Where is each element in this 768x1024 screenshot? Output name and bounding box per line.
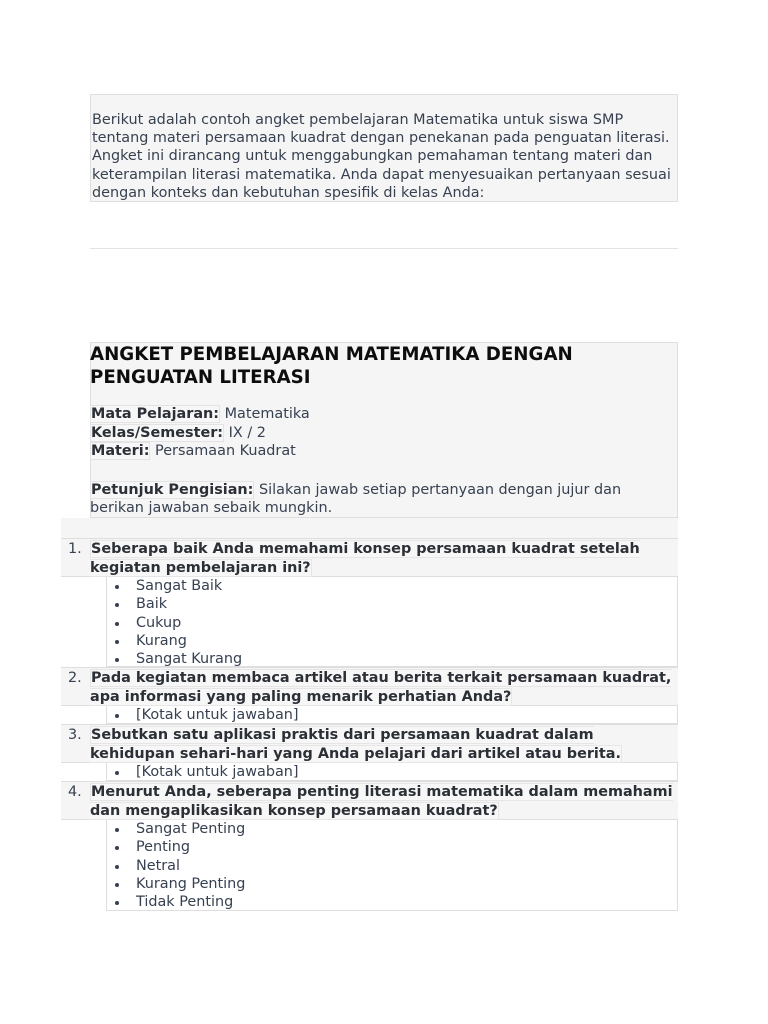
option-item: Baik [107, 595, 677, 613]
option-item: Sangat Penting [107, 820, 677, 838]
option-item: Sangat Baik [107, 577, 677, 595]
answer-box-placeholder: [Kotak untuk jawaban] [107, 706, 677, 724]
question-4-options [106, 820, 678, 911]
question-text: Sebutkan satu aplikasi praktis dari persamaan kuadrat dalam kehidupan sehari-hari yang Anda pelajari dari artikel atau berita. [90, 727, 621, 762]
question-2-options [106, 706, 678, 724]
answer-box-placeholder: [Kotak untuk jawaban] [107, 763, 677, 781]
option-item: Netral [107, 857, 677, 875]
question-number: 4. [68, 784, 82, 800]
question-text: Menurut Anda, seberapa penting literasi matematika dalam memahami dan mengaplikasikan konsep persamaan kuadrat? [90, 784, 673, 819]
option-item: Penting [107, 838, 677, 856]
option-item: Kurang [107, 632, 677, 650]
option-item: Kurang Penting [107, 875, 677, 893]
list-top-band [61, 518, 678, 538]
horizontal-divider [90, 248, 678, 249]
question-3-options [106, 763, 678, 781]
question-1 [61, 538, 678, 577]
instructions [90, 481, 676, 518]
question-number: 1. [68, 541, 82, 557]
subject-line [90, 405, 310, 423]
option-item: Sangat Kurang [107, 650, 677, 668]
question-number: 2. [68, 670, 82, 686]
class-semester-value: IX / 2 [224, 425, 266, 441]
question-1-options [106, 577, 678, 667]
question-text: Seberapa baik Anda memahami konsep persamaan kuadrat setelah kegiatan pembelajaran ini? [90, 541, 640, 576]
question-number: 3. [68, 727, 82, 743]
intro-paragraph: Berikut adalah contoh angket pembelajaran Matematika untuk siswa SMP tentang materi persamaan kuadrat dengan penekanan pada penguatan literasi. Angket ini dirancang untuk menggabungkan pemahaman tentang materi dan keterampilan literasi matematika. Anda dapat menyesuaikan pertanyaan sesuai dengan konteks dan kebutuhan spesifik di kelas Anda: [90, 94, 678, 202]
question-4 [61, 781, 678, 820]
instructions-label: Petunjuk Pengisian: [91, 482, 254, 498]
question-text: Pada kegiatan membaca artikel atau berita terkait persamaan kuadrat, apa informasi yang paling menarik perhatian Anda? [90, 670, 672, 705]
class-semester-line [90, 424, 266, 442]
question-2 [61, 667, 678, 706]
option-item: Cukup [107, 614, 677, 632]
material-line [90, 442, 296, 460]
questionnaire-title: ANGKET PEMBELAJARAN MATEMATIKA DENGAN PENGUATAN LITERASI [90, 344, 573, 388]
material-value: Persamaan Kuadrat [150, 443, 296, 459]
subject-label: Mata Pelajaran: [91, 406, 220, 422]
class-semester-label: Kelas/Semester: [91, 425, 224, 441]
question-3 [61, 724, 678, 763]
option-item: Tidak Penting [107, 893, 677, 911]
instructions-text: Silakan jawab setiap pertanyaan dengan jujur dan berikan jawaban sebaik mungkin. [90, 482, 622, 517]
subject-value: Matematika [220, 406, 310, 422]
material-label: Materi: [91, 443, 150, 459]
